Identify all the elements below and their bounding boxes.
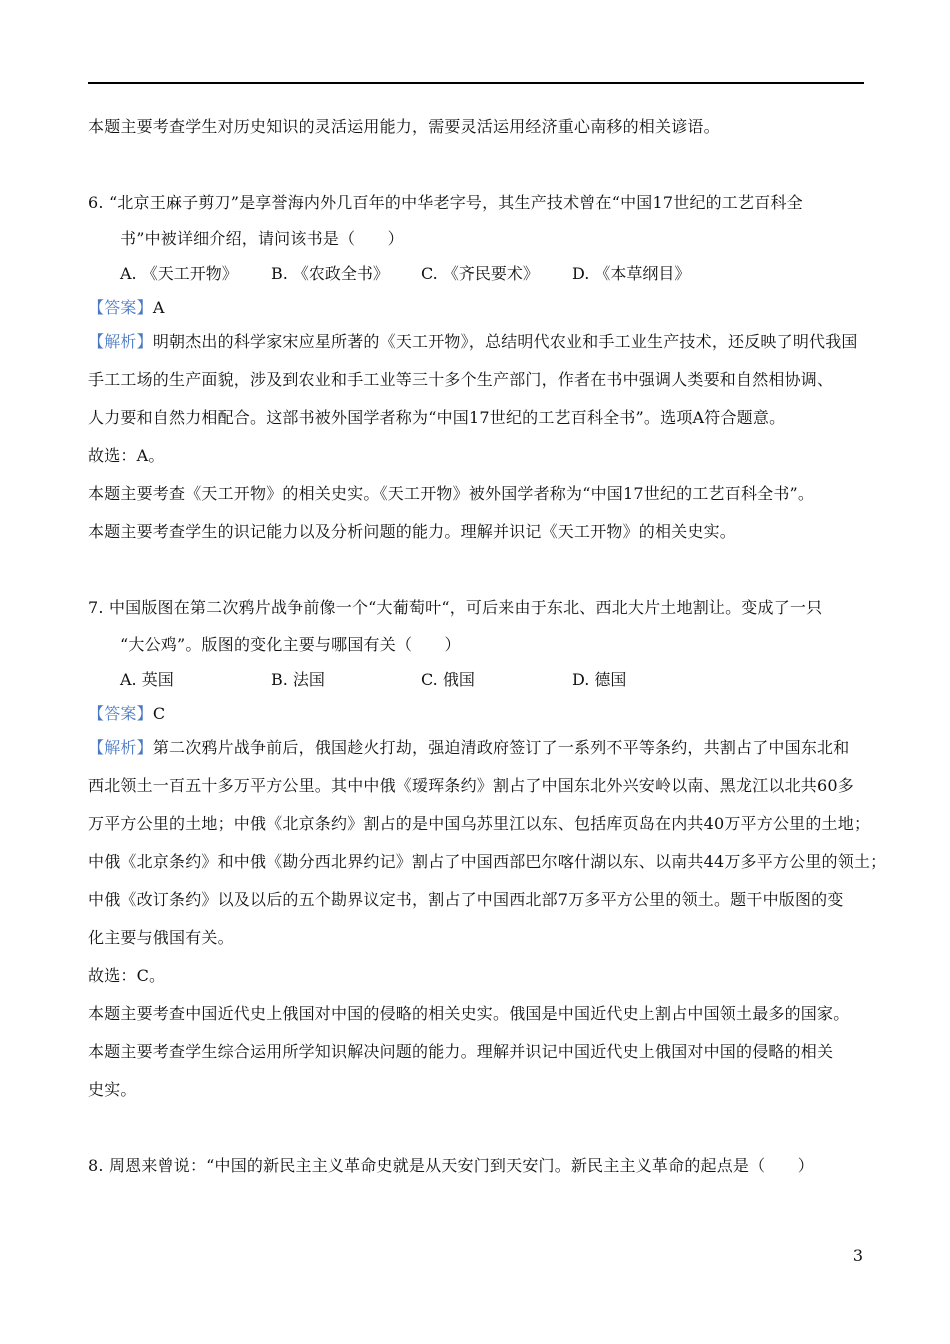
- q6-summary-line2: 本题主要考查学生的识记能力以及分析问题的能力。理解并识记《天工开物》的相关史实。: [88, 522, 737, 541]
- q7-analysis-line2: 西北领土一百五十多万平方公里。其中中俄《瑷珲条约》割占了中国东北外兴安岭以南、黑龙江以北共60多: [88, 776, 854, 795]
- q7-option-c: C. 俄国: [421, 670, 475, 689]
- q6-stem-line1: 6. “北京王麻子剪刀”是享誉海内外几百年的中华老字号，其生产技术曾在“中国17世纪的工艺百科全: [88, 193, 803, 212]
- q6-summary-line1: 本题主要考查《天工开物》的相关史实。《天工开物》被外国学者称为“中国17世纪的工艺百科全书”。: [88, 484, 815, 503]
- prev-summary-line: 本题主要考查学生对历史知识的灵活运用能力，需要灵活运用经济重心南移的相关谚语。: [88, 117, 720, 136]
- q6-analysis-line3: 人力要和自然力相配合。这部书被外国学者称为“中国17世纪的工艺百科全书”。选项A符合题意。: [88, 408, 786, 427]
- header-rule: [88, 82, 864, 84]
- q7-analysis-line3: 万平方公里的土地；中俄《北京条约》割占的是中国乌苏里江以东、包括库页岛在内共40万平方公里的土地；: [88, 814, 871, 833]
- q7-stem-line2: “大公鸡”。版图的变化主要与哪国有关（ ）: [120, 635, 461, 654]
- q7-summary-line2: 本题主要考查学生综合运用所学知识解决问题的能力。理解并识记中国近代史上俄国对中国的侵略的相关: [88, 1042, 834, 1061]
- q7-option-a: A. 英国: [120, 670, 174, 689]
- q7-analysis-line6: 化主要与俄国有关。: [88, 928, 234, 947]
- q7-summary-line1: 本题主要考查中国近代史上俄国对中国的侵略的相关史实。俄国是中国近代史上割占中国领土最多的国家。: [88, 1004, 850, 1023]
- answer-tag: 【答案】: [88, 298, 153, 317]
- analysis-tag: 【解析】: [88, 738, 153, 757]
- analysis-tag: 【解析】: [88, 332, 153, 351]
- q6-option-d: D. 《本草纲目》: [572, 264, 691, 283]
- q7-option-b: B. 法国: [271, 670, 325, 689]
- q6-choice: 故选：A。: [88, 446, 165, 465]
- q7-analysis-line5: 中俄《改订条约》以及以后的五个勘界议定书，割占了中国西北部7万多平方公里的领土。题干中版图的变: [88, 890, 844, 909]
- q7-stem-line1: 7. 中国版图在第二次鸦片战争前像一个“大葡萄叶“，可后来由于东北、西北大片土地割让。变成了一只: [88, 598, 823, 617]
- q7-answer: [88, 703, 165, 725]
- answer-value: C: [152, 704, 166, 723]
- answer-value: A: [152, 298, 165, 317]
- q6-stem-line2: 书”中被详细介绍，请问该书是（ ）: [120, 229, 404, 248]
- q6-answer: [88, 297, 165, 319]
- page-number: 3: [852, 1246, 863, 1265]
- q6-analysis-line2: 手工工场的生产面貌，涉及到农业和手工业等三十多个生产部门，作者在书中强调人类要和自然相协调、: [88, 370, 834, 389]
- q7-choice: 故选：C。: [88, 966, 166, 985]
- q6-analysis-line1: 【解析】明朝杰出的科学家宋应星所著的《天工开物》，总结明代农业和手工业生产技术，还反映了明代我国: [88, 332, 858, 351]
- q7-analysis-line1: 【解析】第二次鸦片战争前后，俄国趁火打劫，强迫清政府签订了一系列不平等条约，共割占了中国东北和: [88, 738, 850, 757]
- answer-tag: 【答案】: [88, 704, 153, 723]
- q8-stem-line1: 8. 周恩来曾说：“中国的新民主主义革命史就是从天安门到天安门。新民主主义革命的起点是（ ）: [88, 1156, 814, 1175]
- q6-option-c: C. 《齐民要术》: [421, 264, 539, 283]
- q7-summary-line3: 史实。: [88, 1080, 137, 1099]
- q7-option-d: D. 德国: [572, 670, 627, 689]
- q6-option-a: A. 《天工开物》: [120, 264, 238, 283]
- q6-option-b: B. 《农政全书》: [271, 264, 389, 283]
- q7-analysis-line4: 中俄《北京条约》和中俄《勘分西北界约记》割占了中国西部巴尔喀什湖以东、以南共44万多平方公里的领土；: [88, 852, 887, 871]
